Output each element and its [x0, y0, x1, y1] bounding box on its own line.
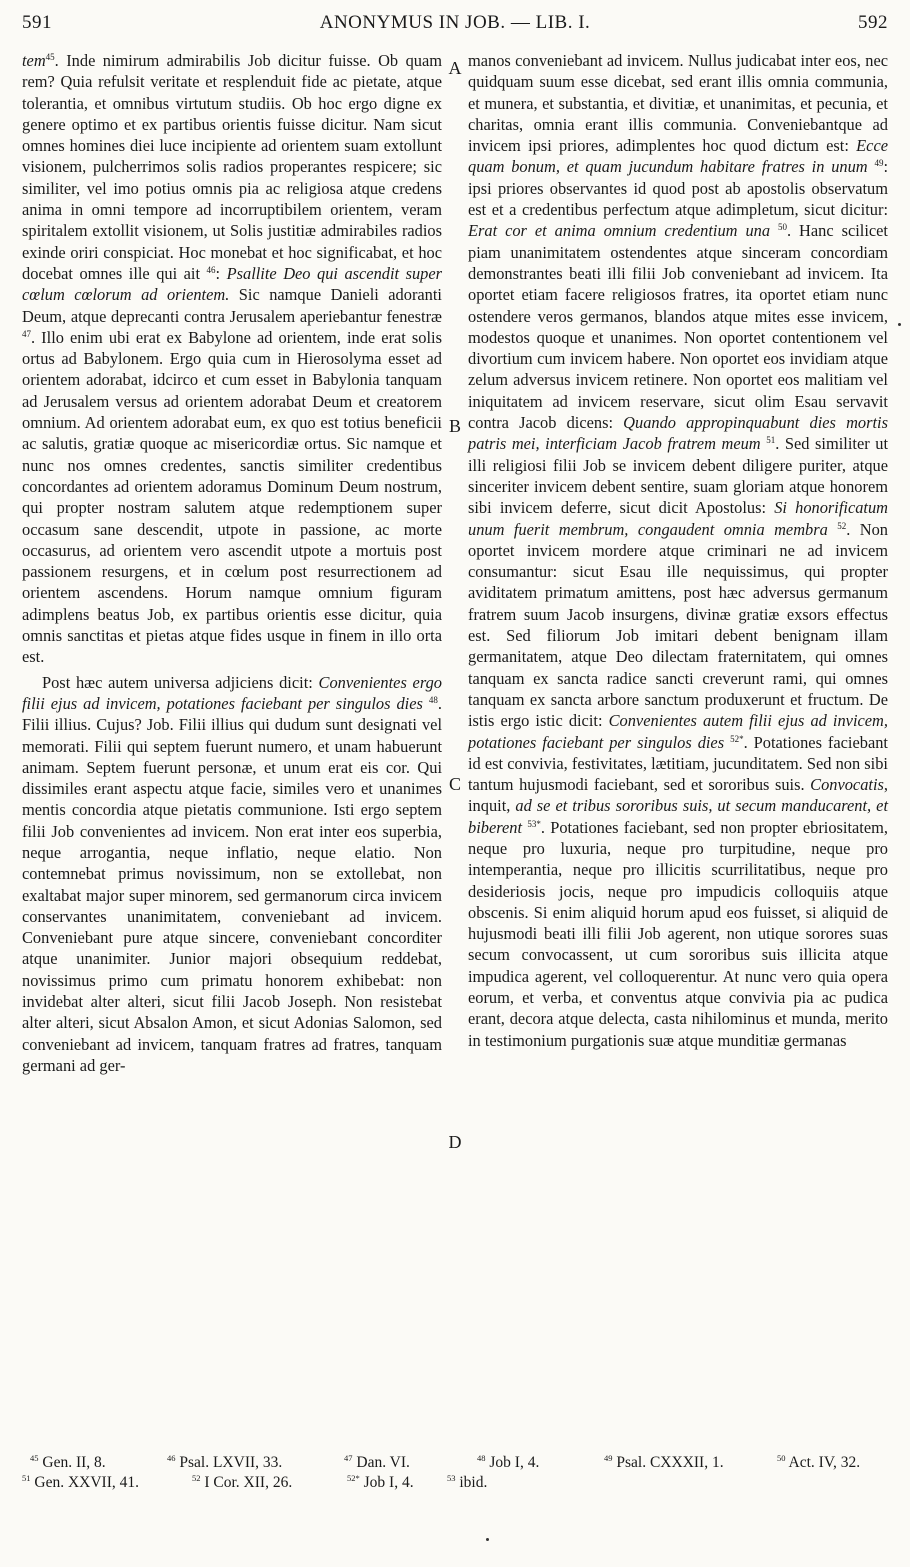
- footnote: $^{46}$ Psal. LXVII, 33.: [167, 1453, 283, 1471]
- text-run: Post hæc autem universa adjiciens dicit:: [42, 672, 319, 692]
- text-run: . Illo enim ubi erat ex Babylone ad orientem, inde erat solis ortus ad Babylonem. Ergo quia cum in Hierosolyma esset ad orientem adorabat, idcirco et cum esset in Babylonia tanquam ad Jerusalem versus ad orientem adorabat Deum et creatorem omnium. Ad orientem adorabat eum, ex quo est totius beneficii ac salutis, gratiæ quoque ac misericordiæ ortus. Sic namque et nunc nos omnes credentes, sanctis similiter credentibus concordantes ad orientem adoramus Dominum Deum nostrum, qui propter nostram salutem atque redemptionem super occasum sane descendit, utpote in passione, ac morte occasurus, ad orientem vero ascendit utpote a mortuis post passionem resurgens, et in cœlum post resurrectionem ad orientem ascendens. Horum namque omnium figuram adimplens beatus Job, ex partibus orientis esse dicitur, quia omnis sanctitas et pietas atque fides usque in finem in illo orta est.: [22, 327, 442, 667]
- text-run: Sic namque Danieli adoranti Deum, atque deprecanti contra Jerusalem aperiebantur fenestræ: [22, 285, 442, 326]
- footnote-ref: 47: [22, 328, 31, 339]
- margin-mark-a: A: [448, 58, 462, 78]
- footnote: $^{50}$ Act. IV, 32.: [777, 1453, 861, 1471]
- quotation: Ecce quam bonum, et quam jucundum habitare fratres in unum: [468, 136, 888, 177]
- margin-mark-c: C: [448, 774, 461, 794]
- text-run: . Potationes faciebant, sed non propter ebriositatem, neque pro luxuria, neque pro turpitudine, neque pro intemperantia, neque pro illicitis scurrilitatibus, neque pro desideriosis jocis, neque pro impudicis colloquiis atque obscenis. Si enim aliquid horum apud eos fuisset, si aliquid de hujusmodi beati illi filii Job agerent, non utique sorores suas secum convocassent, ut cum sororibus suis illicita atque impudica agerent, vel colloquerentur. At nunc vero quia opera eorum, et verba, et conventus atque convivia pia ac pudica erant, decora atque delecta, casta nihilominus et munda, merito in testimonium purgationis suæ atque munditiæ germanas: [468, 817, 888, 1050]
- quotation: Convocatis: [810, 775, 884, 795]
- text-run: : ipsi priores observantes id quod post ab apostolis observatum est et a credentibus perfectum atque adimpletum, sicut dicitur:: [468, 157, 888, 220]
- footnote-ref: 48: [428, 694, 438, 705]
- footnote: $^{47}$ Dan. VI.: [344, 1453, 410, 1471]
- right-column: [468, 50, 888, 1051]
- quotation: Si honorificatum unum fuerit membrum, congaudent omnia membra: [468, 498, 888, 539]
- footnote-ref: 49: [874, 158, 884, 169]
- footnote: $^{49}$ Psal. CXXXII, 1.: [604, 1453, 724, 1471]
- text-run: . Sed similiter ut illi religiosi filii Job se invicem debent diligere puriter, atque sinceriter invicem debent sentire, suam gloriam atque honorem sibi invicem deferre, sicut dicit Apostolus:: [468, 434, 888, 518]
- quotation: Quando appropinquabunt dies mortis patris mei, interficiam Jacob fratrem meum: [468, 413, 888, 454]
- quotation: Convenientes autem filii ejus ad invicem, potationes faciebant per singulos dies: [468, 711, 888, 752]
- quotation: Erat cor et anima omnium credentium una: [468, 221, 771, 241]
- running-header: [22, 12, 888, 42]
- page-number-left: 591: [22, 12, 52, 33]
- footnote: $^{45}$ Gen. II, 8.: [30, 1453, 106, 1471]
- footnote-ref: 51: [766, 435, 776, 446]
- footnote-separator: [22, 1447, 888, 1448]
- text-run: [828, 520, 837, 539]
- footnote: $^{52}$ I Cor. XII, 26.: [192, 1473, 293, 1491]
- running-title: ANONYMUS IN JOB. — LIB. I.: [319, 12, 591, 33]
- text-run: . Filii illius. Cujus? Job. Filii illius qui dudum sunt designati vel memorati. Filii qui septem fuerunt numero, et unam habuerunt animam. Septem fuerunt personæ, et unum erat eis cor. Qui dissimiles erant aspectu atque facie, similes vero et unanimes mentis concordia atque pietatis communione. Isti ergo septem filii Job convenientes ad invicem. Non erat inter eos superbia, neque arrogantia, neque inflatio, neque elatio. Non contemnebat primus novissimum, non se extollebat, non exaltabat major super minorem, sed germanorum circa invicem conservantes unanimitatem, conveniebant ad invicem. Conveniebant pure atque sincere, conveniebant concorditer atque unanimiter. Junior majori obsequium reddebat, novissimus primo cum primatu honorem exhibebat: non invidebat alter alteri, sicut filii Jacob Joseph. Non resistebat alter alteri, sicut Absalon Amon, et sicut Adonias Salomon, sed conveniebant ad invicem, tanquam fratres ad fratres, tanquam germani ad ger-: [22, 693, 442, 1075]
- left-paragraph-2: [22, 672, 442, 1077]
- text-run: . Hanc scilicet piam unanimitatem ostendentes atque sinceram concordiam demonstrantes beati illi filii Job conveniebant ad invicem. Ita oportet etiam facere religiosos fratres, ita oportet etiam nunc ostendere veros germanos, blandos atque mites esse invicem, modestos quoque et unanimes. Non oportet contentionem vel divortium cum invicem habere. Non oportet eos invidiam atque zelum adversus invicem retinere. Non oportet eos malitiam vel iniquitatem ad invicem reservare, sicut olim Esau servavit contra Jacob dicens:: [468, 221, 888, 433]
- text-run: . Inde nimirum admirabilis Job dicitur fuisse. Ob quam rem? Quia refulsit veritate et resplenduit fide ac pietate, atque tolerantia, et omnibus virtutum studiis. Ob hoc ergo digne ex genere optimo et ex partibus orientis fuisse dicitur. Nam sicut omnes homines diei luce incipiente ad orientem suam extollunt visionem, pulcherrimos solis radios properantes respicere; sic similiter, vel imo potius omnis pia ac religiosa atque credens anima in omni tempore ad incorruptibilem orientem, veram spiritalem extollit visionem, ut Solis justitiæ admirabiles radios exinde oriri conspiciat. Hoc monebat et hoc significabat, et hoc docebat omnes ille qui ait: [22, 51, 442, 283]
- text-run: :: [215, 263, 227, 283]
- quotation: ad se et tribus sororibus suis, ut secum manducarent, et biberent: [468, 796, 889, 837]
- quotation: Psallite Deo qui ascendit super cœlum cœlorum ad orientem.: [22, 263, 442, 305]
- footnote-row-2: [22, 1473, 888, 1493]
- footnote: $^{52*}$ Job I, 4.: [347, 1473, 414, 1491]
- footnote: $^{51}$ Gen. XXVII, 41.: [22, 1473, 139, 1491]
- text-run: , inquit,: [468, 775, 888, 816]
- footnote-ref: 53*: [527, 818, 541, 829]
- text-run: . Potationes faciebant id est convivia, festivitates, lætitiam, jucunditatem. Sed non sibi tantum hujusmodi faciebant, sed et sororibus suis.: [468, 732, 888, 795]
- footnotes: [22, 1453, 888, 1493]
- text-run: manos conveniebant ad invicem. Nullus judicabat inter eos, nec quidquam suum esse dicebat, sed erant illis omnia communia, et munera, et substantia, et divitiæ, et unanimitas, et pecunia, et charitas, omnia erant illis communia. Conveniebantque ad invicem ipsi priores, adimplentes hoc quod dictum est:: [468, 51, 888, 156]
- footnote-ref: 52*: [730, 733, 744, 744]
- speck: [898, 323, 901, 326]
- right-paragraph-1: [468, 50, 888, 1051]
- footnote-ref: 50: [777, 222, 787, 233]
- page-number-right: 592: [858, 12, 888, 33]
- quotation: Convenientes ergo filii ejus ad invicem, potationes faciebant per singulos dies: [22, 672, 442, 713]
- left-paragraph-1: [22, 50, 442, 668]
- footnote-ref: 52: [837, 520, 847, 531]
- text-run: [770, 221, 778, 240]
- footnote-ref: 46: [206, 264, 216, 275]
- footnote: $^{48}$ Job I, 4.: [477, 1453, 540, 1471]
- footnote: $^{53}$ ibid.: [447, 1473, 488, 1491]
- left-column: [22, 50, 442, 1076]
- quotation: tem: [22, 51, 46, 70]
- margin-mark-b: B: [448, 416, 461, 436]
- footnote-ref: 45: [45, 52, 55, 62]
- footnote-row-1: [22, 1453, 888, 1473]
- text-run: . Non oportet invicem mordere atque criminari ne ad invicem consumantur: sicut Esau ille nequissimus, qui propter aviditatem primatum amittens, post hæc adversus germanum fratrem suum Jacob insurgens, divinæ gratiæ exsors effectus est. Sed filiorum Job imitari debent benignam illam germanitatem, atque Deo dilectam fraternitatem, qui omnes tanquam ex sancta radice sancti creverunt rami, qui omnes tanquam ex sancta arbore sanctum produxerunt et fructum. De istis ergo istic dicit:: [468, 519, 888, 731]
- speck: [486, 1538, 489, 1541]
- margin-mark-d: D: [448, 1132, 462, 1152]
